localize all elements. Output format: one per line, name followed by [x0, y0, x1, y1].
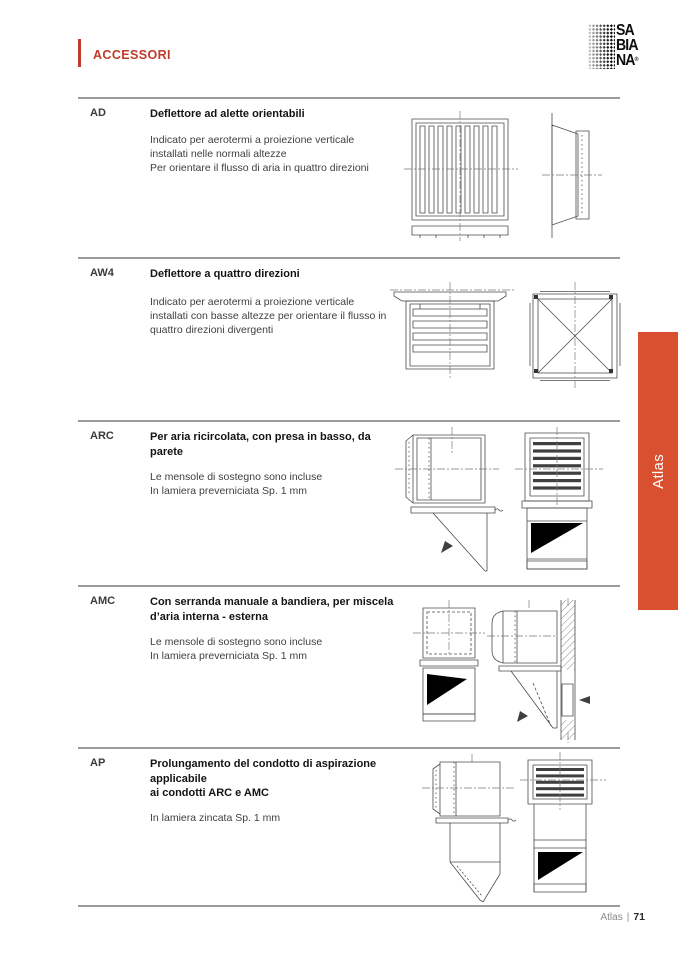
- footer-divider: [78, 905, 620, 907]
- section-divider: [78, 420, 620, 422]
- product-side-tab: [638, 332, 678, 610]
- logo-line: SA: [616, 22, 634, 39]
- ap-technical-drawing: [420, 752, 610, 902]
- accessory-description: Le mensole di sostegno sono incluse In lamiera preverniciata Sp. 1 mm: [150, 471, 323, 497]
- accessory-code: AP: [90, 757, 106, 769]
- accessory-title: Prolungamento del condotto di aspirazione applicabile ai condotti ARC e AMC: [150, 758, 377, 799]
- side-tab-label: Atlas: [649, 453, 667, 489]
- logo-line: NA®: [616, 52, 639, 69]
- accessory-description: Indicato per aerotermi a proiezione verticale installati nelle normali altezze Per orientare il flusso di aria in quattro direzioni: [150, 134, 369, 174]
- header-accent-bar: [78, 39, 81, 67]
- section-divider: [78, 257, 620, 259]
- footer: [600, 911, 645, 923]
- section-amc: [78, 585, 620, 747]
- accessory-description: Indicato per aerotermi a proiezione verticale installati con basse altezze per orientare il flusso in quattro direzioni divergenti: [150, 296, 387, 336]
- accessory-code: AMC: [90, 595, 116, 607]
- footer-separator: |: [626, 912, 630, 923]
- footer-product-name: Atlas: [600, 912, 623, 923]
- logo-wordmark: [616, 23, 638, 68]
- aw4-technical-drawing: [390, 278, 625, 400]
- section-ap: [78, 747, 620, 905]
- accessory-title: Con serranda manuale a bandiera, per miscela d’aria interna - esterna: [150, 596, 394, 623]
- section-ad: [78, 97, 620, 257]
- section-divider: [78, 97, 620, 99]
- logo-line: BIA: [616, 37, 638, 54]
- sabiana-logo: [588, 23, 650, 71]
- accessory-title: Per aria ricircolata, con presa in basso, da parete: [150, 431, 371, 458]
- arc-technical-drawing: [395, 425, 610, 575]
- page-number: 71: [633, 911, 645, 923]
- accessory-code: AW4: [90, 267, 114, 279]
- logo-halftone-icon: [588, 24, 615, 69]
- accessory-description: Le mensole di sostegno sono incluse In lamiera preverniciata Sp. 1 mm: [150, 636, 323, 662]
- page-title: ACCESSORI: [93, 48, 171, 62]
- amc-technical-drawing: [405, 598, 600, 743]
- accessory-code: AD: [90, 107, 106, 119]
- registered-mark: ®: [634, 57, 639, 63]
- ad-technical-drawing: [400, 105, 625, 245]
- section-aw4: [78, 257, 620, 420]
- accessory-title: Deflettore a quattro direzioni: [150, 268, 300, 280]
- section-divider: [78, 585, 620, 587]
- section-arc: [78, 420, 620, 585]
- accessory-title: Deflettore ad alette orientabili: [150, 108, 305, 120]
- accessory-code: ARC: [90, 430, 114, 442]
- accessory-description: In lamiera zincata Sp. 1 mm: [150, 812, 281, 824]
- section-divider: [78, 747, 620, 749]
